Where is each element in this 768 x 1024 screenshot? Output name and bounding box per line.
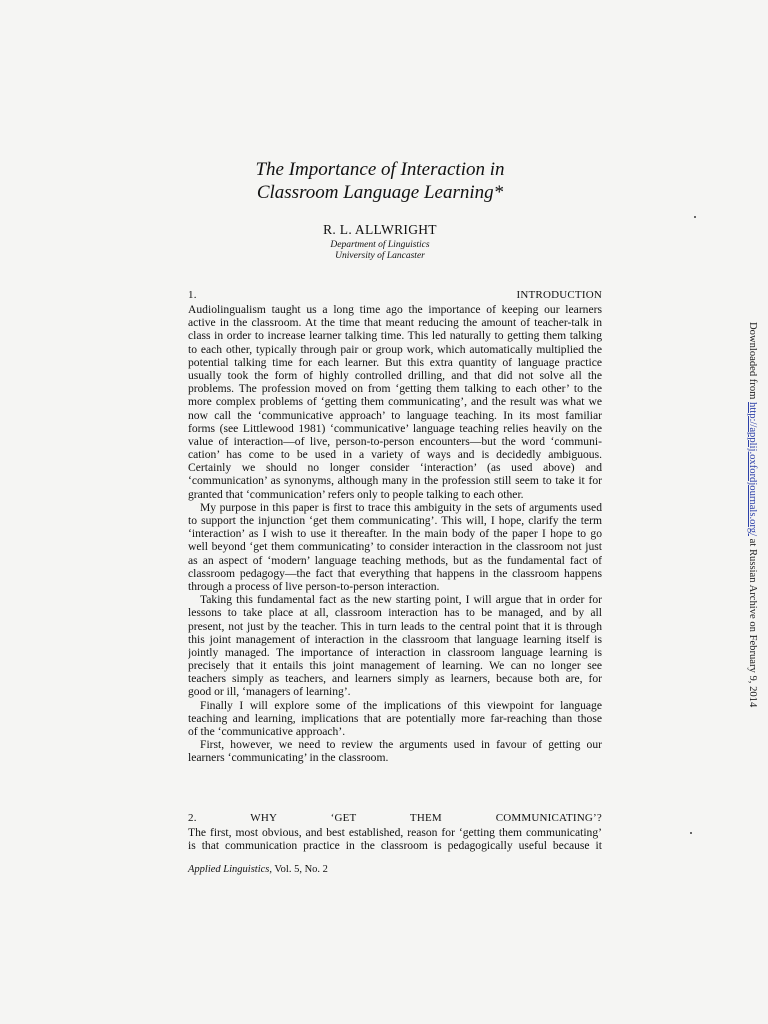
- text-line: cation’ has come to be used in a variety of ways and is decidedly ambiguous.: [188, 448, 602, 462]
- affiliation-department: Department of Linguistics: [330, 240, 430, 250]
- text-line: now call the ‘communicative approach’ to language teaching. In its most familiar: [188, 408, 602, 422]
- download-watermark: [744, 322, 760, 708]
- paragraph-5: [188, 738, 602, 764]
- text-line: of the ‘communicative approach’.: [188, 725, 346, 738]
- journal-name: Applied Linguistics,: [188, 864, 272, 875]
- text-line: teachers simply as teachers, and learners simply as learners, because both are, for: [188, 672, 602, 686]
- affiliation-university: University of Lancaster: [335, 251, 425, 261]
- text-line: classroom pedagogy—the fact that everything that happens in the classroom happens: [188, 566, 602, 580]
- text-line: usually took the form of highly controlled drilling, and that did not solve all the: [188, 368, 602, 382]
- text-line: as an aspect of ‘modern’ language teaching methods, but as the fundamental fact of: [188, 553, 602, 567]
- journal-citation: [188, 864, 328, 875]
- text-line: Certainly we should no longer consider ‘interaction’ (as used above) and: [188, 461, 602, 475]
- scan-speck: [694, 216, 696, 218]
- paragraph-1: [188, 303, 602, 501]
- text-line: potential talking time for each learner. But this extra quantity of language practice: [188, 355, 602, 369]
- text-line: class in order to increase learner talking time. This led naturally to getting them talking: [188, 329, 602, 343]
- section-introduction: [188, 289, 602, 765]
- text-line: well beyond ‘get them communicating’ to consider interaction in the classroom not just: [188, 540, 602, 554]
- text-line: teaching and learning, implications that are potentially more far-reaching than those: [188, 711, 602, 725]
- author-affiliation: [280, 240, 480, 262]
- text-line: ‘interaction’ as I wish to use it thereafter. In the main body of the paper I hope to go: [188, 527, 602, 541]
- text-line: good or ill, ‘managers of learning’.: [188, 685, 351, 699]
- text-line: present, not just by the teacher. This in turn leads to the central point that it is through: [188, 619, 602, 633]
- text-line: more complex problems of ‘getting them communicating’, and the result was what we: [188, 395, 602, 409]
- title-line-2: Classroom Language Learning*: [256, 182, 504, 203]
- text-line: value of interaction—of live, person-to-person encounters—but the word ‘communi-: [188, 434, 602, 448]
- paragraph-2: [188, 501, 602, 593]
- article-title: [180, 158, 580, 204]
- text-line: First, however, we need to review the arguments used in favour of getting our: [200, 738, 602, 752]
- text-line: jointly managed. The importance of interaction in classroom language learning is: [188, 645, 602, 659]
- scan-speck: [690, 832, 692, 834]
- text-line: Audiolingualism taught us a long time ago the importance of keeping our learners: [188, 303, 602, 316]
- title-line-1: The Importance of Interaction in: [255, 159, 505, 180]
- text-line: learners ‘communicating’ in the classroom.: [188, 751, 389, 765]
- watermark-prefix: Downloaded from: [747, 322, 758, 403]
- text-line: to each other, typically through pair or group work, which automatically multiplied the: [188, 342, 602, 356]
- text-line: is that communication practice in the classroom is pedagogically useful because it: [188, 839, 602, 853]
- text-line: this joint management of interaction in the classroom that language learning itself is: [188, 632, 602, 646]
- section-heading-introduction: 1. INTRODUCTION: [188, 289, 602, 301]
- text-line: problems. The profession moved on from ‘getting them talking to each other’ to the: [188, 382, 602, 396]
- paragraph-4: [188, 699, 602, 739]
- text-line: My purpose in this paper is first to trace this ambiguity in the sets of arguments used: [200, 500, 602, 514]
- download-watermark-text: [747, 322, 758, 707]
- text-line: through a process of live person-to-person interaction.: [188, 579, 440, 593]
- text-line: Finally I will explore some of the implications of this viewpoint for language: [200, 698, 602, 712]
- text-line: The first, most obvious, and best established, reason for ‘getting them communicating’: [188, 826, 602, 839]
- text-line: granted that ‘communication’ refers only to people talking to each other.: [188, 487, 524, 501]
- text-line: to support the injunction ‘get them communicating’. This will, I hope, clarify the term: [188, 514, 602, 527]
- section-heading-why: 2. WHY ‘GET THEM COMMUNICATING’?: [188, 812, 602, 824]
- section-why-communicating: [188, 812, 602, 852]
- text-line: lessons to take place at all, classroom interaction has to be managed, and by all: [188, 606, 602, 620]
- journal-volume: Vol. 5, No. 2: [272, 864, 328, 875]
- journal-link[interactable]: http://applij.oxfordjournals.org/: [747, 402, 758, 537]
- text-line: precisely that it entails this joint management of learning. We can no longer see: [188, 659, 602, 673]
- watermark-suffix: at Russian Archive on February 9, 2014: [747, 536, 758, 708]
- text-line: ‘communication’ as synonyms, although many in the profession still seem to take it for: [188, 474, 602, 488]
- text-line: forms (see Littlewood 1981) ‘communicative’ language teaching relies heavily on the: [188, 421, 602, 435]
- author-name: R. L. ALLWRIGHT: [323, 222, 437, 237]
- paragraph-3: [188, 593, 602, 699]
- text-line: active in the classroom. At the time that meant reducing the amount of teacher-talk in: [188, 316, 602, 330]
- text-line: Taking this fundamental fact as the new starting point, I will argue that in order for: [200, 593, 602, 607]
